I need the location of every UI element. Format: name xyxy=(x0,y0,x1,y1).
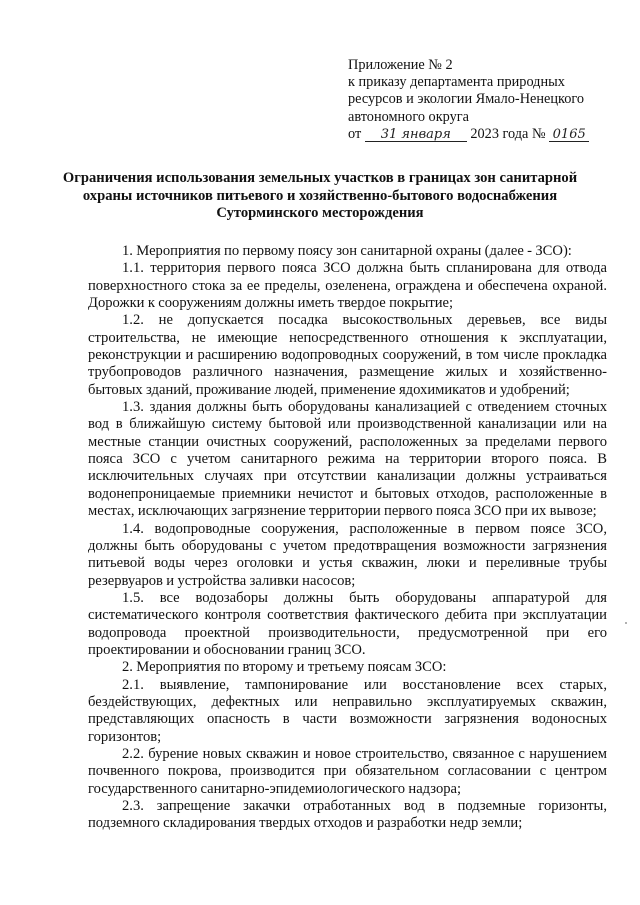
appendix-date-line xyxy=(348,126,618,143)
scan-speck xyxy=(625,622,627,624)
appendix-line-1: Приложение № 2 xyxy=(348,57,453,73)
paragraph: 1. Мероприятия по первому поясу зон санитарной охраны (далее - ЗСО): xyxy=(122,243,572,259)
appendix-line-2: к приказу департамента природных xyxy=(348,74,565,91)
appendix-header xyxy=(348,57,618,143)
date-year-text: 2023 года № xyxy=(470,125,546,142)
paragraph: 1.2. не допускается посадка высокоствольных деревьев, все виды строительства, не имеющие непосредственного отношения к эксплуатации, реконструкции и расширению водопроводных сооружений, в том числе прокладка трубопроводов различного назначения, размещение жилых и хозяйственно-бытовых зданий, проживание людей, применение ядохимикатов и удобрений; xyxy=(88,312,607,398)
handwritten-date: 31 января xyxy=(365,128,467,142)
document-title: Ограничения использования земельных участков в границах зон санитарной охраны источников питьевого и хозяйственно-бытового водоснабжения Суторминского месторождения xyxy=(62,170,578,222)
paragraph: 1.1. территория первого пояса ЗСО должна быть спланирована для отвода поверхностного стока за ее пределы, озеленена, ограждена и обеспечена охраной. Дорожки к сооружениям должны иметь твердое покрытие; xyxy=(88,260,607,312)
document-body xyxy=(88,243,607,833)
paragraph: 2.2. бурение новых скважин и новое строительство, связанное с нарушением почвенного покрова, производится при обязательном согласовании с центром государственного санитарно-эпидемиологического надзора; xyxy=(88,745,607,797)
paragraph: 1.3. здания должны быть оборудованы канализацией с отведением сточных вод в ближайшую систему бытовой или производственной канализации или на местные станции очистных сооружений, расположенных за пределами первого пояса ЗСО с учетом санитарного режима на территории второго пояса. В исключительных случаях при отсутствии канализации должны устраиваться водонепроницаемые приемники нечистот и бытовых отходов, расположенные в местах, исключающих загрязнение территории первого пояса ЗСО при их вывозе; xyxy=(88,399,607,520)
appendix-line-4: автономного округа xyxy=(348,108,469,125)
handwritten-order-number: 0165 xyxy=(549,128,589,142)
appendix-line-3: ресурсов и экологии Ямало-Ненецкого xyxy=(348,91,585,108)
paragraph: 2.3. запрещение закачки отработанных вод в подземные горизонты, подземного складирования твердых отходов и разработки недр земли; xyxy=(88,798,607,832)
paragraph: 1.4. водопроводные сооружения, расположенные в первом поясе ЗСО, должны быть оборудованы с учетом предотвращения возможности загрязнения питьевой воды через оголовки и устья скважин, люки и переливные трубы резервуаров и устройства заливки насосов; xyxy=(88,520,607,589)
paragraph: 1.5. все водозаборы должны быть оборудованы аппаратурой для систематического контроля соответствия фактического дебита при эксплуатации водопровода проектной производительности, предусмотренной при его проектировании и обосновании границ ЗСО. xyxy=(88,589,607,658)
date-prefix: от xyxy=(348,125,362,142)
paragraph: 2. Мероприятия по второму и третьему поясам ЗСО: xyxy=(122,659,447,676)
paragraph: 2.1. выявление, тампонирование или восстановление всех старых, бездействующих, дефектных или неправильно эксплуатируемых скважин, представляющих опасность в части возможности загрязнения водоносных горизонтов; xyxy=(88,676,607,745)
